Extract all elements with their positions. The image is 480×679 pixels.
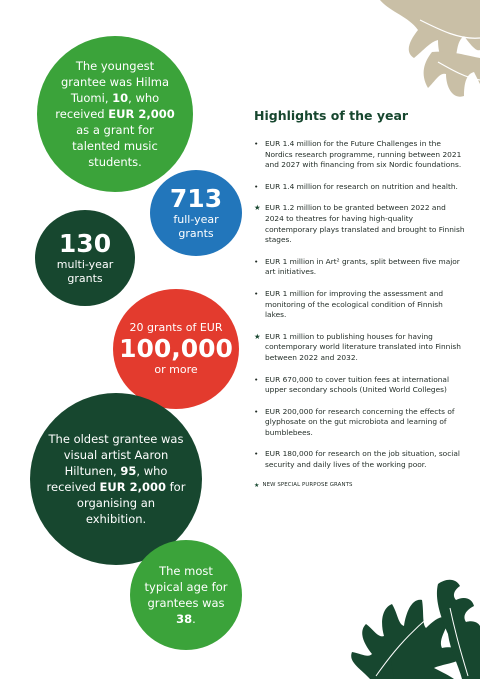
youngest-grantee-age: 10 [112,91,129,105]
highlight-item-text: EUR 1.4 million for research on nutrition and health. [265,181,458,191]
typical-age-value: 38 [176,612,193,626]
highlight-item [254,449,466,470]
oak-leaf-decoration-bottom [330,564,480,679]
multi-year-grants-bubble [35,210,135,306]
youngest-grantee-bubble [37,36,193,192]
highlight-item [254,375,466,396]
highlight-item [254,139,466,171]
bullet-icon: • [254,449,259,459]
youngest-grantee-text: The youngest grantee was Hilma Tuomi, 10, who received EUR 2,000 as a grant for talented music students. [55,59,175,169]
bullet-icon: • [254,374,259,384]
highlight-item [254,289,466,321]
youngest-grantee-amount: EUR 2,000 [108,107,175,121]
bullet-icon: • [254,256,259,266]
large-grants-top-text: 20 grants of EUR [129,321,223,334]
star-icon: ★ [254,481,260,489]
highlight-item [254,257,466,278]
oldest-grantee-age: 95 [120,464,137,478]
highlight-item-text: EUR 1 million for improving the assessment and monitoring of the ecological condition of Finnish lakes. [265,288,444,320]
highlight-item [254,407,466,439]
oak-leaf-decoration-top [320,0,480,110]
oldest-grantee-text: The oldest grantee was visual artist Aaron Hiltunen, 95, who received EUR 2,000 for organising an exhibition. [46,432,186,526]
highlights-section [254,108,466,489]
oldest-grantee-bubble [30,393,202,565]
highlight-item-text: EUR 1 million in Art² grants, split between five major art initiatives. [265,256,460,277]
multi-year-grants-number: 130 [58,229,112,258]
typical-age-bubble [130,540,242,650]
large-grants-bubble [113,289,239,409]
highlight-item [254,203,466,245]
bullet-icon: • [254,288,259,298]
highlight-item-text: EUR 1.2 million to be granted between 2022 and 2024 to theatres for having high-quality contemporary plays translated and brought to Finnish stages. [265,203,465,245]
bullet-icon: • [254,139,259,148]
highlight-item [254,332,466,364]
bullet-icon: • [254,406,259,416]
highlight-item-text: EUR 670,000 to cover tuition fees at international upper secondary schools (United World Colleges) [265,374,449,395]
large-grants-label: or more [154,363,198,376]
oldest-grantee-amount: EUR 2,000 [99,480,166,494]
typical-age-text: The most typical age for grantees was 38. [144,564,228,626]
highlight-item-text: EUR 1 million to publishing houses for having contemporary world literature translated into Finnish between 2022 and 2032. [265,331,461,362]
full-year-grants-bubble [150,170,242,256]
highlight-item-text: EUR 1.4 million for the Future Challenges in the Nordics research programme, running between 2021 and 2027 with financing from six Nordic foundations. [265,139,462,170]
highlight-item-text: EUR 180,000 for research on the job situation, social security and daily lives of the working poor. [265,449,460,470]
footnote-text: NEW SPECIAL PURPOSE GRANTS [262,482,353,489]
multi-year-grants-label: multi-year grants [56,258,114,285]
footnote [254,482,466,489]
highlights-list [254,139,466,471]
highlight-item [254,182,466,193]
full-year-grants-number: 713 [169,184,223,213]
full-year-grants-label: full-year grants [173,213,219,240]
large-grants-number: 100,000 [119,334,233,363]
highlights-title: Highlights of the year [254,108,409,123]
star-icon: ★ [254,203,261,213]
highlight-item-text: EUR 200,000 for research concerning the effects of glyphosate on the gut microbiota and learning of bumblebees. [265,406,455,437]
star-icon: ★ [254,331,261,341]
bullet-icon: • [254,181,259,191]
